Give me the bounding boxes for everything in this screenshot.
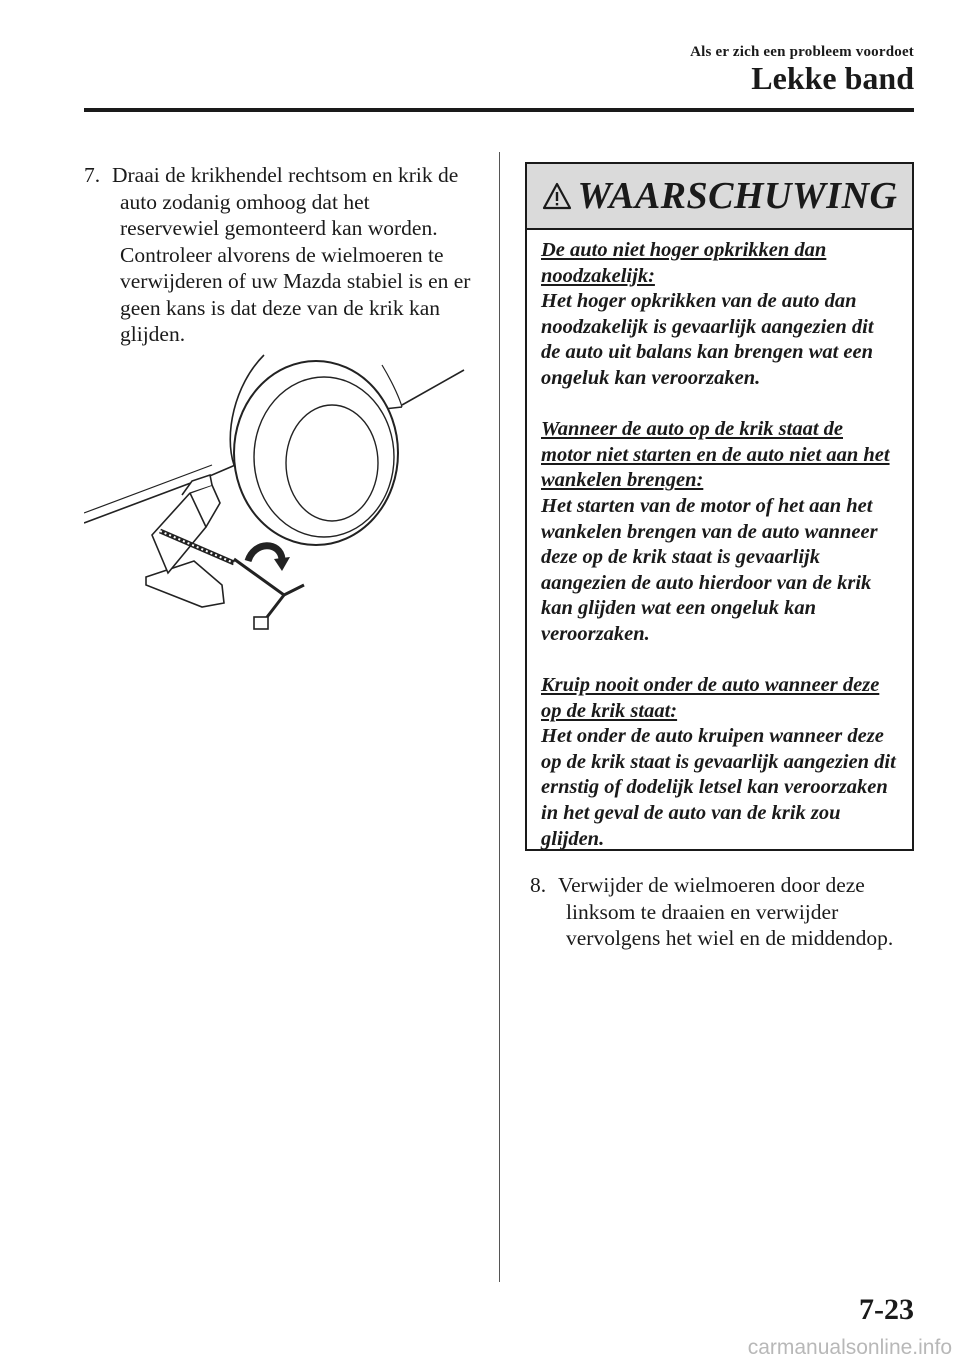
step-7 (84, 162, 474, 348)
step-7-text: Draai de krikhendel rechtsom en krik de auto zodanig omhoog dat het reservewiel gemonteerd kan worden. Controleer alvorens de wielmoeren te verwijderen of uw Mazda stabiel is en er geen kans is dat deze van de krik kan glijden. (112, 163, 471, 346)
warning-section-text: Het hoger opkrikken van de auto dan noodzakelijk is gevaarlijk aangezien dit de auto uit balans kan brengen wat een ongeluk kan veroorzaken. (541, 290, 874, 389)
column-divider (499, 152, 500, 1282)
header-section-label: Als er zich een probleem voordoet (690, 44, 914, 60)
step-8 (530, 872, 920, 952)
header-rule (84, 108, 914, 112)
warning-header (527, 164, 912, 230)
step-8-text: Verwijder de wielmoeren door deze linksom te draaien en verwijder vervolgens het wiel en de middendop. (558, 873, 894, 950)
warning-section (541, 673, 898, 852)
warning-section-heading: De auto niet hoger opkrikken dan noodzakelijk: (541, 239, 827, 287)
page-title: Lekke band (751, 60, 914, 96)
jack-illustration (84, 345, 469, 645)
warning-title: WAARSCHUWING (577, 175, 898, 217)
warning-section (541, 238, 898, 392)
warning-section-heading: Wanneer de auto op de krik staat de motor niet starten en de auto niet aan het wankelen brengen: (541, 418, 890, 492)
warning-body (527, 230, 912, 852)
warning-section-heading: Kruip nooit onder de auto wanneer deze op de krik staat: (541, 674, 880, 722)
page-number: 7-23 (859, 1293, 914, 1326)
warning-box (525, 162, 914, 851)
step-7-number: 7. (84, 163, 101, 187)
warning-triangle-icon (542, 182, 572, 210)
warning-section-text: Het onder de auto kruipen wanneer deze op de krik staat is gevaarlijk aangezien dit ernstig of dodelijk letsel kan veroorzaken in het geval de auto van de krik zou glijden. (541, 725, 896, 850)
warning-section (541, 417, 898, 647)
warning-section-text: Het starten van de motor of het aan het wankelen brengen van de auto wanneer deze op de krik staat is gevaarlijk aangezien de auto hierdoor van de krik kan glijden wat een ongeluk kan veroorzaken. (541, 494, 878, 645)
step-8-number: 8. (530, 873, 547, 897)
watermark: carmanualsonline.info (747, 1336, 952, 1359)
